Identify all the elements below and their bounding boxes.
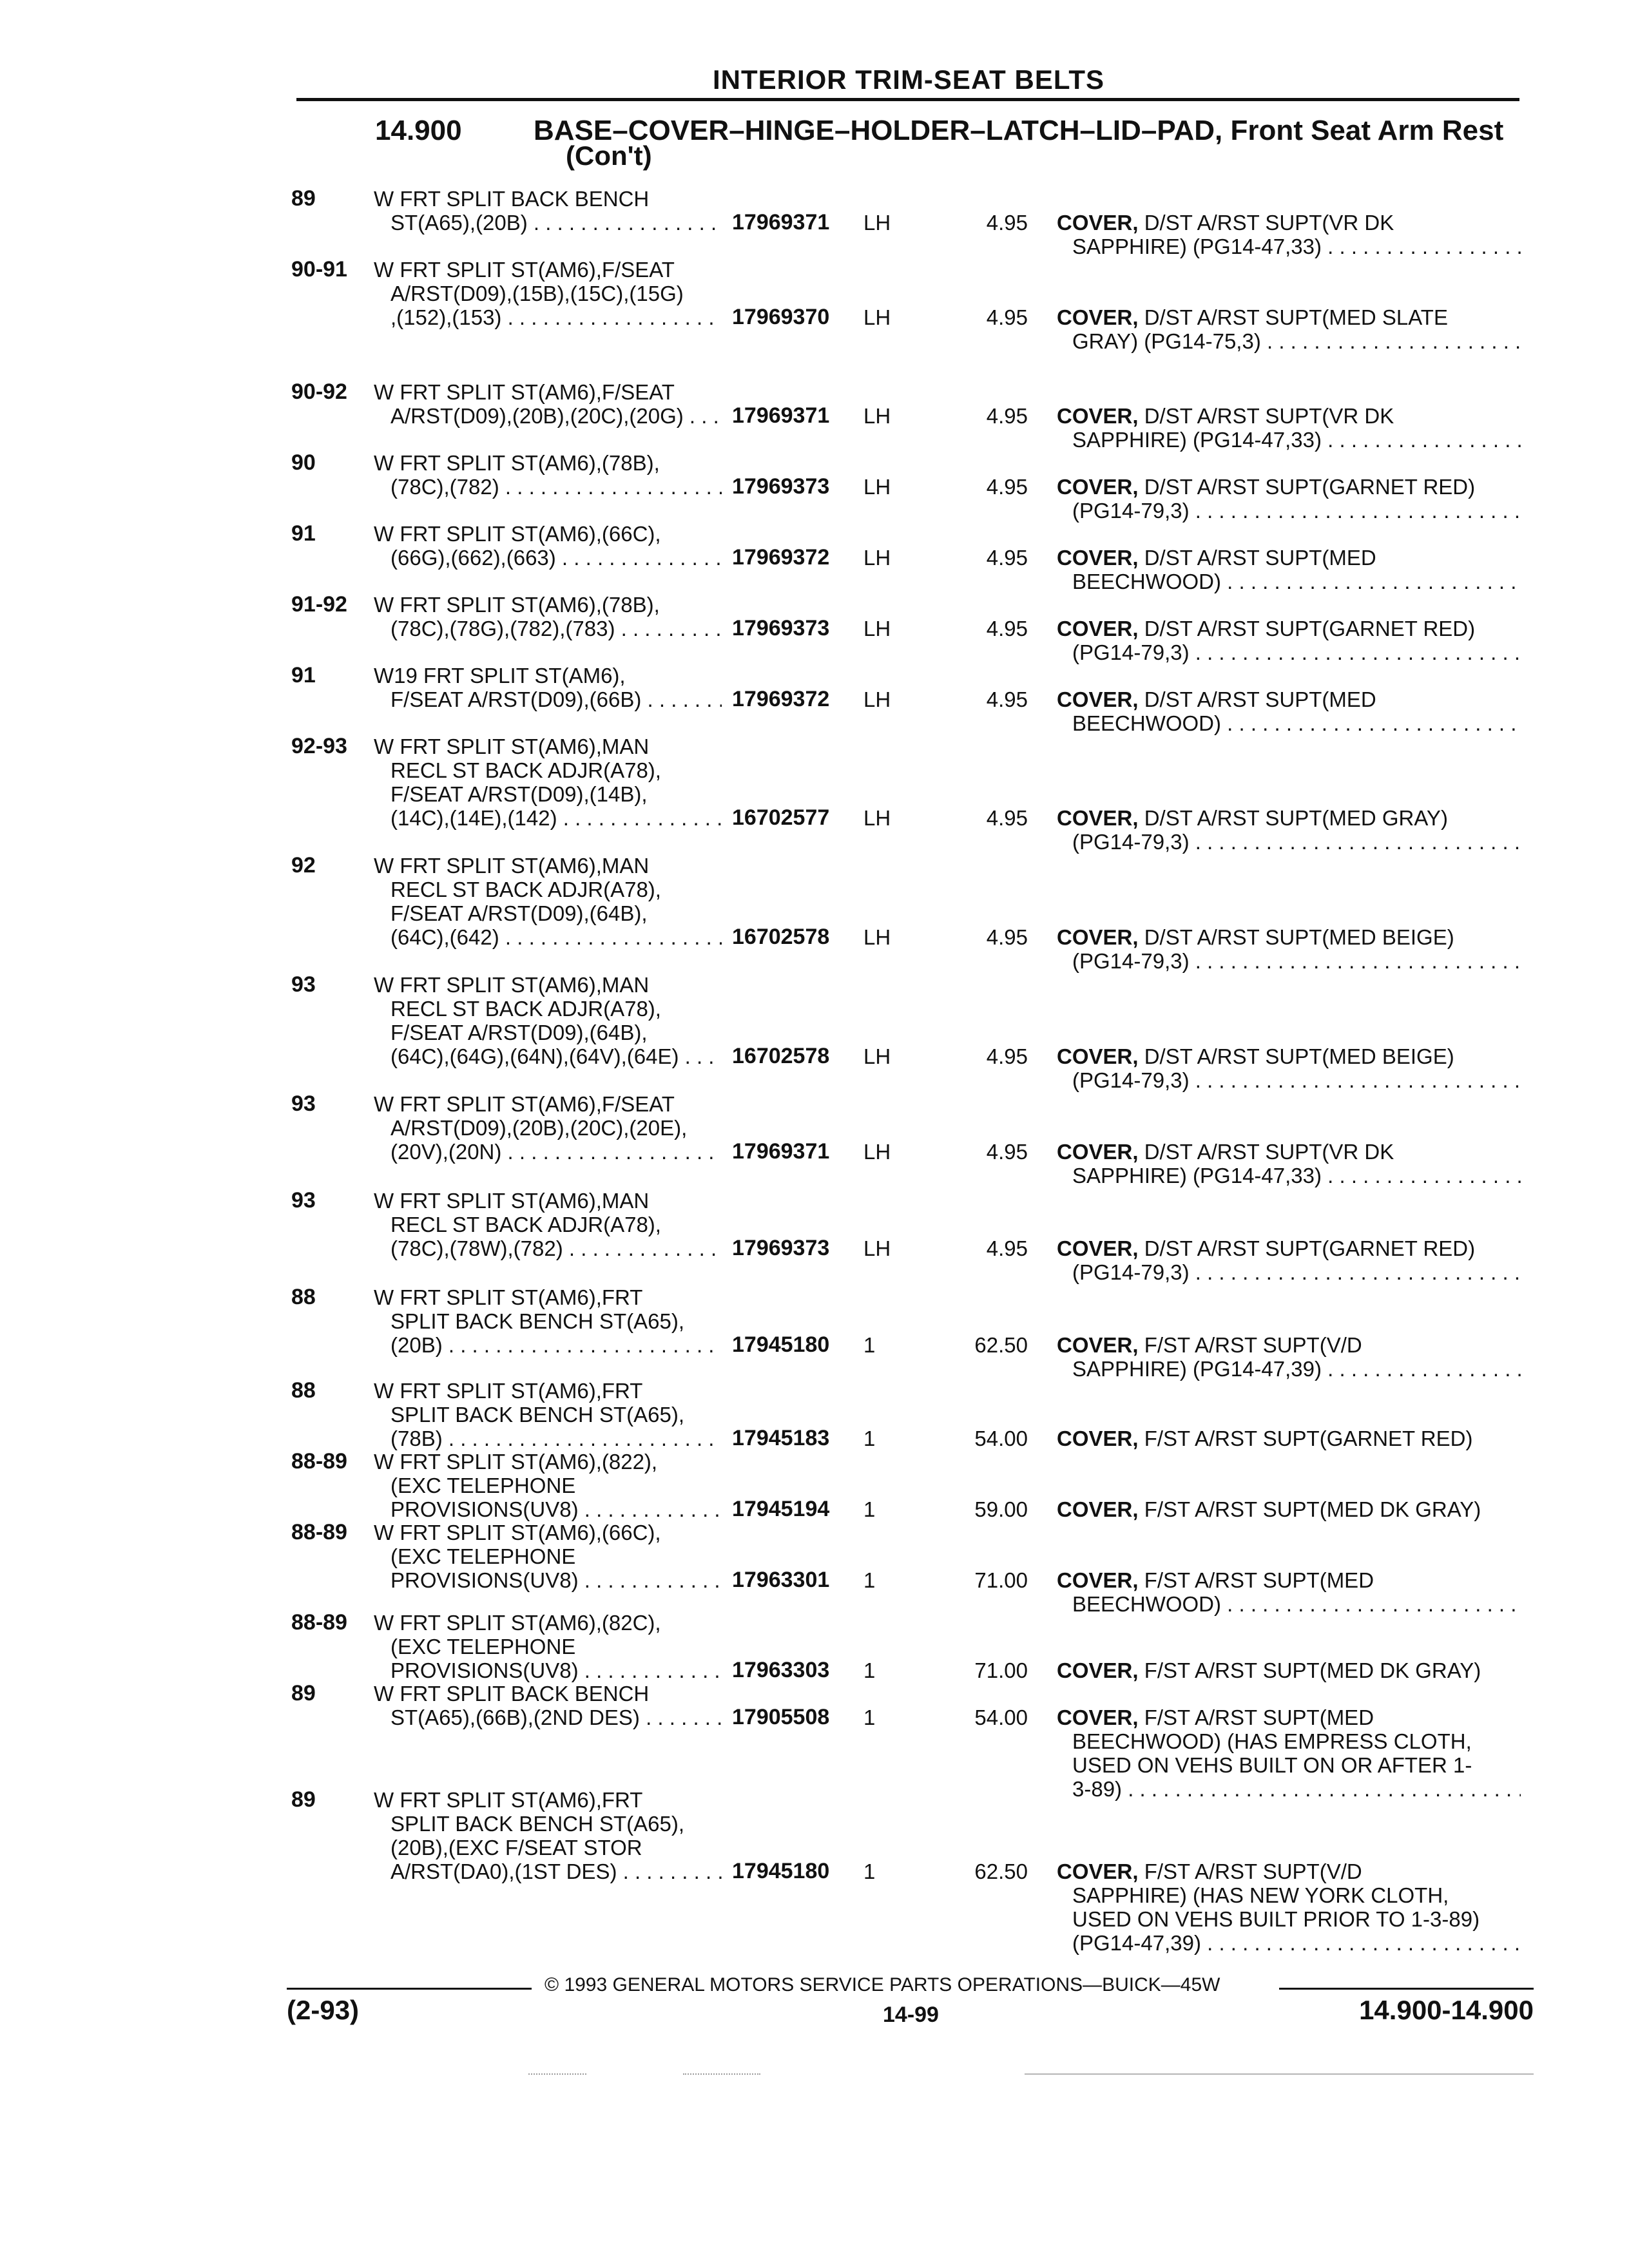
- description-line: ST(A65),(66B),(2ND DES) . . .: [374, 1706, 722, 1729]
- part-name-keyword: COVER,: [1057, 475, 1139, 499]
- description-line: PROVISIONS(UV8) . . .: [374, 1658, 722, 1682]
- part-name-keyword: COVER,: [1057, 1860, 1139, 1883]
- usage-description: [374, 973, 722, 1068]
- section-continued: (Con't): [566, 140, 652, 171]
- part-name-keyword: COVER,: [1057, 1236, 1139, 1260]
- model-year: 91: [291, 521, 316, 546]
- description-line: (64C),(64G),(64N),(64V),(64E) . . .: [374, 1044, 722, 1068]
- price: 4.95: [986, 305, 1028, 329]
- description-line: A/RST(DA0),(1ST DES) . . .: [374, 1860, 722, 1883]
- model-year: 88: [291, 1285, 316, 1309]
- part-name-keyword: COVER,: [1057, 1044, 1139, 1068]
- part-number: 16702578: [732, 925, 830, 949]
- description-line: W FRT SPLIT ST(AM6),(66C),: [374, 522, 661, 546]
- quantity: LH: [863, 305, 891, 329]
- model-year: 90: [291, 450, 316, 475]
- part-name: [1057, 546, 1521, 593]
- part-number: 17963301: [732, 1568, 830, 1592]
- description-line: W FRT SPLIT ST(AM6),MAN: [374, 1189, 650, 1213]
- part-name-line: SAPPHIRE) (HAS NEW YORK CLOTH,: [1072, 1883, 1449, 1907]
- part-name: [1057, 211, 1521, 258]
- price: 4.95: [986, 687, 1028, 711]
- part-name-line: COVER, F/ST A/RST SUPT(MED: [1057, 1706, 1374, 1729]
- description-line: F/SEAT A/RST(D09),(14B),: [390, 782, 648, 806]
- description-line: W FRT SPLIT ST(AM6),(66C),: [374, 1521, 661, 1544]
- part-name-line: (PG14-79,3) . . .: [1057, 1260, 1521, 1284]
- usage-description: [374, 664, 722, 711]
- model-year: 92: [291, 853, 316, 878]
- part-name-line: BEECHWOOD) (HAS EMPRESS CLOTH,: [1072, 1729, 1472, 1753]
- part-name-line: BEECHWOOD) . . .: [1057, 711, 1521, 735]
- price: 4.95: [986, 404, 1028, 428]
- description-line: W FRT SPLIT ST(AM6),(822),: [374, 1450, 658, 1474]
- quantity: 1: [863, 1497, 876, 1521]
- price: 71.00: [974, 1658, 1028, 1682]
- part-name-line: SAPPHIRE) (PG14-47,33) . . .: [1057, 235, 1521, 258]
- usage-description: [374, 1450, 722, 1521]
- description-line: (78C),(78G),(782),(783) . . .: [374, 617, 722, 640]
- description-line: W FRT SPLIT ST(AM6),MAN: [374, 973, 650, 997]
- model-year: 89: [291, 1681, 316, 1706]
- part-name-line: (PG14-79,3) . . .: [1057, 1068, 1521, 1092]
- part-name: [1057, 806, 1521, 854]
- description-line: SPLIT BACK BENCH ST(A65),: [390, 1403, 685, 1427]
- part-name: [1057, 617, 1521, 664]
- footer-rule-left: [287, 1988, 532, 1990]
- model-year: 93: [291, 1188, 316, 1213]
- price: 4.95: [986, 1236, 1028, 1260]
- price: 4.95: [986, 617, 1028, 640]
- part-name: [1057, 1860, 1521, 1955]
- description-line: W FRT SPLIT ST(AM6),(82C),: [374, 1611, 661, 1635]
- part-name-line: COVER, F/ST A/RST SUPT(MED DK GRAY): [1057, 1658, 1481, 1682]
- part-name-line: (PG14-79,3) . . .: [1057, 640, 1521, 664]
- description-line: (20B) . . .: [374, 1333, 722, 1357]
- part-number: 17969373: [732, 474, 830, 499]
- section-title: BASE–COVER–HINGE–HOLDER–LATCH–LID–PAD, Front Seat Arm Rest: [534, 115, 1504, 146]
- part-number: 17969373: [732, 1236, 830, 1260]
- description-line: W19 FRT SPLIT ST(AM6),: [374, 664, 626, 687]
- part-name-line: COVER, D/ST A/RST SUPT(GARNET RED): [1057, 475, 1476, 499]
- part-name-line: COVER, F/ST A/RST SUPT(MED DK GRAY): [1057, 1497, 1481, 1521]
- description-line: W FRT SPLIT BACK BENCH: [374, 187, 650, 211]
- description-line: RECL ST BACK ADJR(A78),: [390, 997, 661, 1021]
- description-line: W FRT SPLIT ST(AM6),(78B),: [374, 593, 660, 617]
- part-name-line: BEECHWOOD) . . .: [1057, 1592, 1521, 1616]
- quantity: LH: [863, 687, 891, 711]
- part-number: 17969372: [732, 545, 830, 570]
- part-name-line: COVER, D/ST A/RST SUPT(VR DK: [1057, 404, 1394, 428]
- part-name-keyword: COVER,: [1057, 1706, 1139, 1729]
- description-line: A/RST(D09),(15B),(15C),(15G): [390, 282, 684, 305]
- usage-description: [374, 1611, 722, 1682]
- usage-description: [374, 1189, 722, 1260]
- model-year: 93: [291, 1091, 316, 1116]
- model-year: 91-92: [291, 592, 347, 617]
- description-line: A/RST(D09),(20B),(20C),(20G) . . .: [374, 404, 722, 428]
- part-name-line: SAPPHIRE) (PG14-47,33) . . .: [1057, 428, 1521, 452]
- footer-copyright: © 1993 GENERAL MOTORS SERVICE PARTS OPERATIONS—BUICK—45W: [545, 1974, 1220, 1995]
- part-name-keyword: COVER,: [1057, 1427, 1139, 1450]
- quantity: LH: [863, 546, 891, 570]
- description-line: (20V),(20N) . . .: [374, 1140, 722, 1164]
- price: 54.00: [974, 1427, 1028, 1450]
- price: 71.00: [974, 1568, 1028, 1592]
- part-name-line: USED ON VEHS BUILT PRIOR TO 1-3-89): [1072, 1907, 1480, 1931]
- usage-description: [374, 380, 722, 428]
- description-line: (EXC TELEPHONE: [390, 1544, 576, 1568]
- usage-description: [374, 1682, 722, 1729]
- part-name-keyword: COVER,: [1057, 1497, 1139, 1521]
- description-line: SPLIT BACK BENCH ST(A65),: [390, 1309, 685, 1333]
- description-line: RECL ST BACK ADJR(A78),: [390, 758, 661, 782]
- part-name: [1057, 1658, 1521, 1682]
- model-year: 90-92: [291, 380, 347, 404]
- part-name: [1057, 1236, 1521, 1284]
- part-name-line: COVER, D/ST A/RST SUPT(MED GRAY): [1057, 806, 1448, 830]
- usage-description: [374, 187, 722, 235]
- model-year: 88-89: [291, 1449, 347, 1474]
- model-year: 93: [291, 972, 316, 997]
- part-name-line: SAPPHIRE) (PG14-47,39) . . .: [1057, 1357, 1521, 1381]
- part-name-keyword: COVER,: [1057, 1140, 1139, 1164]
- description-line: ,(152),(153) . . .: [374, 305, 722, 329]
- part-name-keyword: COVER,: [1057, 546, 1139, 570]
- part-name-line: BEECHWOOD) . . .: [1057, 570, 1521, 593]
- part-name-keyword: COVER,: [1057, 687, 1139, 711]
- quantity: LH: [863, 806, 891, 830]
- part-name-keyword: COVER,: [1057, 211, 1139, 235]
- part-number: 16702578: [732, 1044, 830, 1068]
- model-year: 92-93: [291, 734, 347, 758]
- description-line: (64C),(642) . . .: [374, 925, 722, 949]
- model-year: 89: [291, 186, 316, 211]
- price: 4.95: [986, 1140, 1028, 1164]
- description-line: PROVISIONS(UV8) . . .: [374, 1497, 722, 1521]
- description-line: W FRT SPLIT ST(AM6),MAN: [374, 854, 650, 878]
- description-line: F/SEAT A/RST(D09),(64B),: [390, 1021, 648, 1044]
- description-line: W FRT SPLIT ST(AM6),F/SEAT: [374, 380, 675, 404]
- quantity: 1: [863, 1658, 876, 1682]
- part-name: [1057, 1706, 1521, 1801]
- price: 4.95: [986, 475, 1028, 499]
- description-line: (EXC TELEPHONE: [390, 1635, 576, 1658]
- part-name-line: (PG14-47,39) . . .: [1057, 1931, 1521, 1955]
- model-year: 88: [291, 1378, 316, 1403]
- description-line: (78C),(78W),(782) . . .: [374, 1236, 722, 1260]
- part-name-keyword: COVER,: [1057, 1658, 1139, 1682]
- quantity: LH: [863, 404, 891, 428]
- model-year: 91: [291, 663, 316, 687]
- description-line: (14C),(14E),(142) . . .: [374, 806, 722, 830]
- part-name: [1057, 475, 1521, 523]
- description-line: (78C),(782) . . .: [374, 475, 722, 499]
- footer-page-number: 14-99: [883, 2003, 939, 2027]
- part-name-line: COVER, D/ST A/RST SUPT(GARNET RED): [1057, 1236, 1476, 1260]
- part-name-line: (PG14-79,3) . . .: [1057, 830, 1521, 854]
- footer-section-range: 14.900-14.900: [1359, 1995, 1534, 2025]
- description-line: SPLIT BACK BENCH ST(A65),: [390, 1812, 685, 1836]
- usage-description: [374, 1092, 722, 1164]
- description-line: W FRT SPLIT ST(AM6),FRT: [374, 1285, 643, 1309]
- description-line: ST(A65),(20B) . . .: [374, 211, 722, 235]
- part-number: 17905508: [732, 1705, 830, 1729]
- part-name-line: COVER, D/ST A/RST SUPT(VR DK: [1057, 211, 1394, 235]
- quantity: LH: [863, 617, 891, 640]
- part-name-keyword: COVER,: [1057, 1333, 1139, 1357]
- model-year: 88-89: [291, 1610, 347, 1635]
- part-name-keyword: COVER,: [1057, 617, 1139, 640]
- price: 59.00: [974, 1497, 1028, 1521]
- usage-description: [374, 854, 722, 949]
- footer-rule-right: [1279, 1988, 1534, 1990]
- description-line: RECL ST BACK ADJR(A78),: [390, 1213, 661, 1236]
- part-name-line: GRAY) (PG14-75,3) . . .: [1057, 329, 1521, 353]
- part-name-line: COVER, D/ST A/RST SUPT(VR DK: [1057, 1140, 1394, 1164]
- usage-description: [374, 593, 722, 640]
- section-number: 14.900: [375, 115, 462, 146]
- part-name: [1057, 1497, 1521, 1521]
- footer-revision-date: (2-93): [287, 1995, 360, 2025]
- description-line: RECL ST BACK ADJR(A78),: [390, 878, 661, 901]
- part-number: 17969372: [732, 687, 830, 711]
- part-name-line: SAPPHIRE) (PG14-47,33) . . .: [1057, 1164, 1521, 1187]
- part-number: 17945180: [732, 1859, 830, 1883]
- part-name-line: COVER, D/ST A/RST SUPT(MED BEIGE): [1057, 925, 1454, 949]
- description-line: W FRT SPLIT BACK BENCH: [374, 1682, 650, 1706]
- part-name-line: COVER, D/ST A/RST SUPT(MED BEIGE): [1057, 1044, 1454, 1068]
- part-number: 17945183: [732, 1426, 830, 1450]
- part-name-line: (PG14-79,3) . . .: [1057, 499, 1521, 523]
- quantity: LH: [863, 925, 891, 949]
- part-number: 17969373: [732, 616, 830, 640]
- quantity: 1: [863, 1706, 876, 1729]
- part-name: [1057, 404, 1521, 452]
- usage-description: [374, 1521, 722, 1592]
- part-name-keyword: COVER,: [1057, 1568, 1139, 1592]
- price: 4.95: [986, 211, 1028, 235]
- part-name-line: COVER, F/ST A/RST SUPT(GARNET RED): [1057, 1427, 1473, 1450]
- description-line: (78B) . . .: [374, 1427, 722, 1450]
- quantity: LH: [863, 475, 891, 499]
- part-name: [1057, 1044, 1521, 1092]
- part-name-line: 3-89) . . .: [1057, 1777, 1521, 1801]
- price: 62.50: [974, 1333, 1028, 1357]
- quantity: LH: [863, 1044, 891, 1068]
- scan-artifact: [683, 2073, 760, 2075]
- part-name-line: COVER, F/ST A/RST SUPT(V/D: [1057, 1860, 1362, 1883]
- part-name-line: USED ON VEHS BUILT ON OR AFTER 1-: [1072, 1753, 1472, 1777]
- price: 4.95: [986, 1044, 1028, 1068]
- part-name-line: COVER, D/ST A/RST SUPT(MED SLATE: [1057, 305, 1448, 329]
- part-name-line: COVER, F/ST A/RST SUPT(V/D: [1057, 1333, 1362, 1357]
- part-name-line: COVER, D/ST A/RST SUPT(MED: [1057, 546, 1376, 570]
- part-name-keyword: COVER,: [1057, 404, 1139, 428]
- description-line: (66G),(662),(663) . . .: [374, 546, 722, 570]
- part-name-keyword: COVER,: [1057, 925, 1139, 949]
- part-number: 17969371: [732, 403, 830, 428]
- quantity: 1: [863, 1427, 876, 1450]
- usage-description: [374, 258, 722, 329]
- part-name-line: COVER, D/ST A/RST SUPT(MED: [1057, 687, 1376, 711]
- quantity: LH: [863, 1236, 891, 1260]
- usage-description: [374, 1788, 722, 1883]
- description-line: W FRT SPLIT ST(AM6),(78B),: [374, 451, 660, 475]
- part-number: 17969370: [732, 305, 830, 329]
- description-line: A/RST(D09),(20B),(20C),(20E),: [390, 1116, 688, 1140]
- model-year: 90-91: [291, 257, 347, 282]
- part-name: [1057, 1333, 1521, 1381]
- usage-description: [374, 735, 722, 830]
- usage-description: [374, 1379, 722, 1450]
- price: 4.95: [986, 925, 1028, 949]
- part-number: 17945194: [732, 1497, 830, 1521]
- model-year: 88-89: [291, 1520, 347, 1544]
- page-header-title: INTERIOR TRIM-SEAT BELTS: [712, 64, 1105, 95]
- description-line: W FRT SPLIT ST(AM6),FRT: [374, 1788, 643, 1812]
- part-name: [1057, 1427, 1521, 1450]
- description-line: F/SEAT A/RST(D09),(64B),: [390, 901, 648, 925]
- part-name-line: COVER, D/ST A/RST SUPT(GARNET RED): [1057, 617, 1476, 640]
- part-name: [1057, 687, 1521, 735]
- price: 4.95: [986, 806, 1028, 830]
- part-name-line: COVER, F/ST A/RST SUPT(MED: [1057, 1568, 1374, 1592]
- part-number: 16702577: [732, 805, 830, 830]
- part-name: [1057, 925, 1521, 973]
- quantity: LH: [863, 211, 891, 235]
- description-line: (20B),(EXC F/SEAT STOR: [390, 1836, 642, 1860]
- part-name: [1057, 1568, 1521, 1616]
- part-name: [1057, 1140, 1521, 1187]
- part-name-line: (PG14-79,3) . . .: [1057, 949, 1521, 973]
- part-number: 17969371: [732, 210, 830, 235]
- part-name-keyword: COVER,: [1057, 305, 1139, 329]
- part-number: 17945180: [732, 1332, 830, 1357]
- description-line: W FRT SPLIT ST(AM6),FRT: [374, 1379, 643, 1403]
- description-line: W FRT SPLIT ST(AM6),F/SEAT: [374, 258, 675, 282]
- description-line: (EXC TELEPHONE: [390, 1474, 576, 1497]
- part-name: [1057, 305, 1521, 353]
- quantity: 1: [863, 1860, 876, 1883]
- price: 4.95: [986, 546, 1028, 570]
- description-line: W FRT SPLIT ST(AM6),F/SEAT: [374, 1092, 675, 1116]
- part-number: 17963303: [732, 1658, 830, 1682]
- description-line: PROVISIONS(UV8) . . .: [374, 1568, 722, 1592]
- usage-description: [374, 451, 722, 499]
- part-number: 17969371: [732, 1139, 830, 1164]
- description-line: F/SEAT A/RST(D09),(66B) . . .: [374, 687, 722, 711]
- quantity: 1: [863, 1333, 876, 1357]
- price: 62.50: [974, 1860, 1028, 1883]
- price: 54.00: [974, 1706, 1028, 1729]
- quantity: 1: [863, 1568, 876, 1592]
- part-name-keyword: COVER,: [1057, 806, 1139, 830]
- scan-artifact: [1025, 2073, 1534, 2075]
- usage-description: [374, 1285, 722, 1357]
- scan-artifact: [528, 2073, 586, 2075]
- usage-description: [374, 522, 722, 570]
- description-line: W FRT SPLIT ST(AM6),MAN: [374, 735, 650, 758]
- quantity: LH: [863, 1140, 891, 1164]
- model-year: 89: [291, 1787, 316, 1812]
